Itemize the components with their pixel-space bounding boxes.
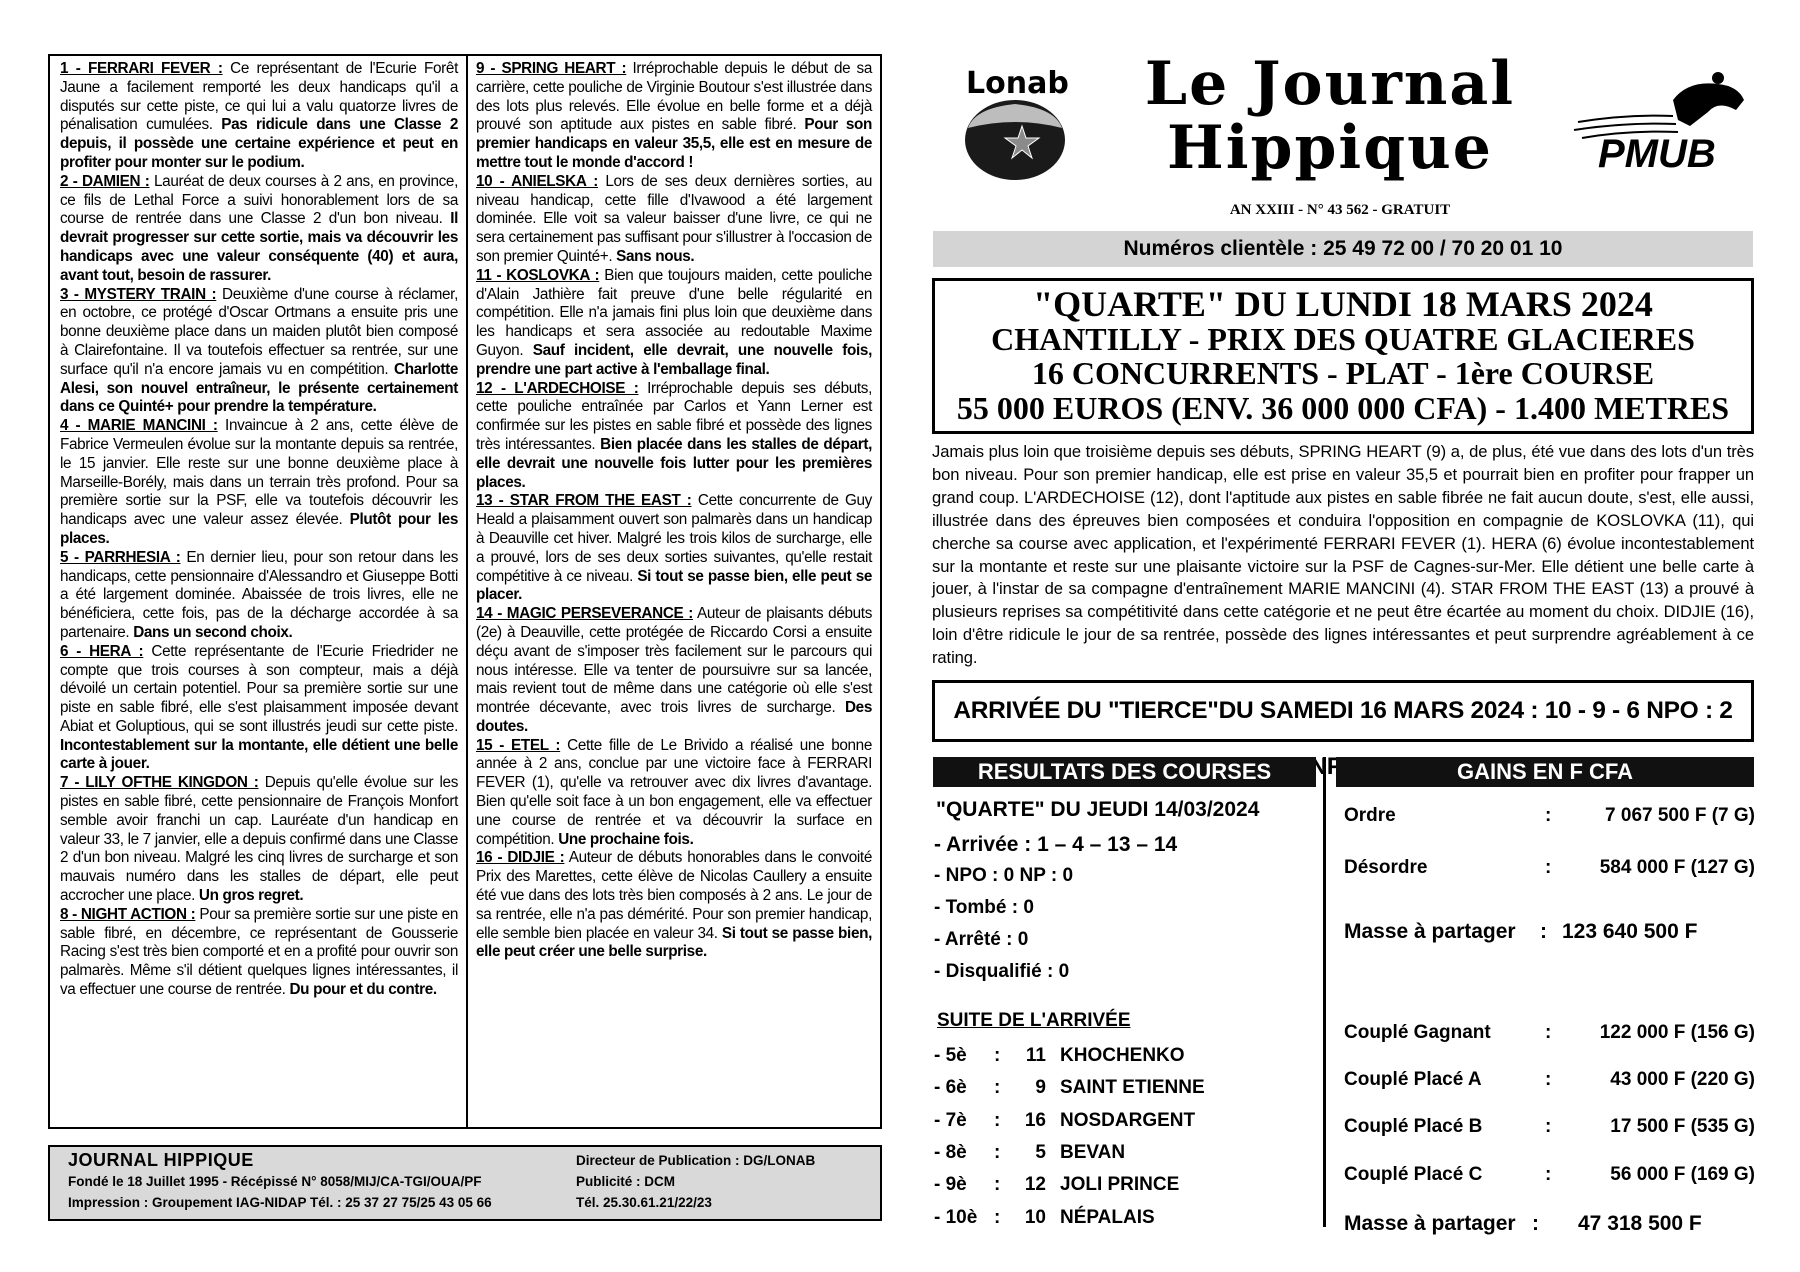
horse-verdict: Du pour et du contre. [289,981,437,999]
horse-verdict: Si tout se passe bien, elle peut se placer. [476,567,873,604]
horse-comment: Pour sa première sortie sur une piste en sable fibré, en décembre, ce représentant de Gousserie Racing s'est très bien comporté et en a profité pour ouvrir son palmarès. Même s'il détient quelques lignes intéressantes, il va effectuer une course de rentrée. [60,905,459,999]
horse-verdict: Charlotte Alesi, son nouvel entraîneur, le présente certainement dans ce Quinté+ pour prendre la température. [60,360,458,416]
horse-paragraph [476,60,872,173]
horse-name: 5 - PARRHESIA : [60,548,181,566]
horse-verdict: Sauf incident, elle devrait, une nouvelle fois, prendre une part active à l'emballage final. [476,341,872,378]
horse-paragraph [476,849,872,962]
results-line-tombe: - Tombé : 0 [934,897,1034,918]
horse-paragraph [60,60,458,173]
horse-comment: Invaincue à 2 ans, cette élève de Fabrice Vermeulen évolue sur la montante depuis sa rentrée, le 15 janvier. Elle reste sur une bonne deuxième place à Marseille-Borély, mais dans un terrain très profond. Pour sa première sortie sur la PSF, elle va toutefois découvrir les handicaps avec une valeur assez élevée. [60,417,459,529]
horse-paragraph [476,737,872,850]
suite-separator: : [994,1141,1001,1163]
results-line-npo: - NPO : 0 NP : 0 [934,865,1074,886]
horse-paragraph [60,906,458,1000]
suite-arrivee-title: SUITE DE L'ARRIVÉE [937,1010,1131,1031]
suite-rank: - 9è [934,1174,967,1196]
gain-label: Couplé Placé C [1344,1164,1483,1185]
horse-verdict: Pour son premier handicaps en valeur 35,5, elle est en mesure de mettre tout le monde d'accord ! [476,116,872,171]
horse-verdict: Incontestablement sur la montante, elle détient une belle carte à jouer. [60,736,458,773]
suite-horse-number: 12 [1024,1174,1046,1196]
horse-column-1 [60,60,458,1000]
horse-comment: Depuis qu'elle évolue sur les pistes en sable fibré, cette pensionnaire de François Monfort semble avoir franchi un cap. Lauréate d'un handicap en valeur 33, le 7 janvier, elle a depuis confirmé dans une Classe 2 d'un bon niveau. Malgré les cinq livres de surcharge et son mauvais numéro dans les stalles de départ, elle peut accrocher une place. [60,774,459,905]
horse-verdict: Une prochaine fois. [558,830,694,848]
gain-value: 584 000 F (127 G) [1599,857,1755,878]
suite-rank: - 10è [934,1206,978,1228]
suite-horse-number: 11 [1025,1045,1046,1066]
gain-label: Couplé Placé A [1344,1069,1482,1090]
horse-paragraph [60,173,458,286]
horse-verdict: Bien placée dans les stalles de départ, elle devrait une nouvelle fois lutter pour les premières places. [476,435,872,491]
horse-name: 8 - NIGHT ACTION : [60,905,196,923]
horse-name: 16 - DIDJIE : [476,849,565,867]
horse-comment: Ce représentant de l'Ecurie Forêt Jaune a facilement remporté les deux handicaps qu'il a disputés sur cette piste, ce qui lui a valu quatorze livres de pénalisation cumulées. [60,60,458,134]
lonab-logo-text: Lonab [966,66,1069,101]
horse-comment: Bien que toujours maiden, cette pouliche d'Alain Jathière fait preuve d'une belle régularité en compétition. Elle n'a jamais fini plus loin que deuxième dans les handicaps et sera associée au redoutable Maxime Guyon. [476,266,872,359]
results-quarte-title: "QUARTE" DU JEUDI 14/03/2024 [936,798,1260,821]
horse-verdict: Il devrait progresser sur cette sortie, mais va découvrir les handicaps avec une valeur conséquente (40) et aura, avant tout, besoin de rassurer. [60,210,458,284]
horse-column-2 [476,60,872,962]
race-title-line-4: 55 000 EUROS (ENV. 36 000 000 CFA) - 1.400 METRES [956,389,1730,426]
footer-box [48,1145,882,1221]
gain-label: Ordre [1344,805,1396,826]
horse-name: 15 - ETEL : [476,736,561,754]
lonab-logo [960,58,1070,183]
horse-name: 7 - LILY OFTHE KINGDON : [60,774,259,792]
horse-paragraph [60,774,458,906]
gain-value: 17 500 F (535 G) [1610,1116,1755,1137]
gain-value: 123 640 500 F [1562,920,1698,943]
suite-separator: : [994,1174,1001,1196]
footer-journal-name: JOURNAL HIPPIQUE [68,1150,254,1170]
suite-separator: : [994,1206,1001,1228]
pmub-logo-text: PMUB [1598,132,1716,176]
gain-label: Couplé Gagnant [1344,1022,1491,1043]
results-heading: RESULTATS DES COURSES [933,757,1316,787]
results-line-arrete: - Arrêté : 0 [934,929,1029,950]
horse-paragraph [60,286,458,418]
suite-horse-number: 16 [1024,1109,1046,1131]
gain-separator: : [1532,1212,1539,1235]
gain-separator: : [1545,1069,1552,1090]
suite-rank: - 5è [934,1045,967,1066]
horse-name: 2 - DAMIEN : [60,172,150,190]
footer-director: Directeur de Publication : DG/LONAB [576,1153,816,1168]
horse-verdict: Pas ridicule dans une Classe 2 depuis, il possède une certaine expérience et peut en profiter pour monter sur le podium. [60,116,458,171]
suite-rank: - 8è [934,1141,967,1163]
gain-value: 47 318 500 F [1578,1212,1702,1235]
race-title-line-3: 16 CONCURRENTS - PLAT - 1ère COURSE [1031,355,1655,391]
gain-value: 7 067 500 F (7 G) [1605,805,1755,826]
gain-value: 56 000 F (169 G) [1610,1164,1755,1185]
horse-comment: Auteur de débuts honorables dans le convoité Prix des Marettes, cette élève de Nicolas Caullery a ensuite été vue dans des lots très bien composés à 2 ans. Le jour de sa rentrée, elle n'a pas démérité. Pour son premier handicap, elle semble bien placée en valeur 34. [476,849,872,942]
footer-printing: Impression : Groupement IAG-NIDAP Tél. : 25 37 27 75/25 43 05 66 [68,1195,492,1210]
suite-rank: - 6è [934,1077,967,1099]
gain-separator: : [1545,1022,1552,1043]
horse-name: 6 - HERA : [60,642,144,660]
horse-name: 13 - STAR FROM THE EAST : [476,492,692,510]
gain-separator: : [1540,920,1547,943]
horse-name: 9 - SPRING HEART : [476,60,627,77]
horse-verdict: Plutôt pour les places. [60,511,458,547]
results-line-arrivee: - Arrivée : 1 – 4 – 13 – 14 [934,833,1178,856]
horse-comment: En dernier lieu, pour son retour dans les handicaps, cette pensionnaire d'Alessandro et Giuseppe Botti a été largement dominée. Abaissée de trois livres, elle ne bénéficiera, cette fois, pas de la décharge accordée à sa partenaire. [60,548,459,641]
gain-separator: : [1545,1164,1552,1185]
horse-paragraph [476,267,872,380]
horse-comment: Irréprochable depuis le début de sa carrière, cette pouliche de Virginie Boutour s'est illustrée dans des lots plus relevés. Elle évolue en belle forme et a déjà prouvé son aptitude aux pistes en sable fibré. [476,60,872,134]
horse-paragraph [60,643,458,775]
horse-comment: Cette concurrente de Guy Heald a plaisamment ouvert son palmarès dans un handicap à Deauville cet hiver. Malgré les trois kilos de surcharge, elle a prouvé, lors de ses deux sorties suivantes, qu'elle restait compétitive à ce niveau. [476,492,872,585]
horse-comment: Cette représentante de l'Ecurie Friedrider ne compte que trois courses à son compteur, mais a déjà dévoilé un certain potentiel. Pour sa première sortie sur une piste en sable fibré, elle s'est plaisamment imposée devant Abiat et Goluptious, qui se sont illustrés jeudi sur cette piste. [60,642,458,735]
gain-separator: : [1545,857,1552,878]
horse-verdict: Dans un second choix. [133,623,293,641]
gain-label: Masse à partager [1344,1212,1516,1235]
gain-label: Désordre [1344,857,1428,878]
gain-label: Couplé Placé B [1344,1116,1483,1137]
issue-number: AN XXIII - N° 43 562 - GRATUIT [1229,202,1451,218]
suite-horse-name: KHOCHENKO [1060,1045,1185,1066]
horse-name: 12 - L'ARDECHOISE : [476,379,639,397]
suite-horse-name: SAINT ETIENNE [1060,1077,1205,1099]
suite-horse-number: 5 [1035,1141,1046,1163]
horse-paragraph [60,417,458,549]
tierce-arrival-box: ARRIVÉE DU "TIERCE"DU SAMEDI 16 MARS 2024 : 10 - 9 - 6 NPO : 2 [932,680,1754,742]
results-divider [1323,757,1326,1227]
suite-horse-name: NOSDARGENT [1060,1109,1196,1131]
horse-verdict: Si tout se passe bien, elle peut créer une belle surprise. [476,924,873,961]
race-title-line-2: CHANTILLY - PRIX DES QUATRE GLACIERES [991,320,1695,357]
suite-horse-number: 9 [1035,1077,1046,1099]
horse-name: 4 - MARIE MANCINI : [60,417,218,435]
horse-comment: Cette fille de Le Brivido a réalisé une bonne année à 2 ans, conclue par une victoire face à FERRARI FEVER (1), qu'elle va retrouver avec dix livres d'avantage. Bien qu'elle soit face à un bon engagement, elle va effectuer une course de rentrée et va découvrir la surface en compétition. [476,736,872,848]
race-title-line-1: "QUARTE" DU LUNDI 18 MARS 2024 [1033,284,1653,324]
race-prognosis-text: Jamais plus loin que troisième depuis ses débuts, SPRING HEART (9) a, de plus, été vue dans des lots d'un très bon niveau. Pour son premier handicap, elle est prise en valeur 35,5 et pourrait bien en profiter pour frapper un grand coup. L'ARDECHOISE (12), dont l'aptitude aux pistes en sable fibrée ne fait aucun doute, s'est, elle aussi, illustrée dans des épreuves bien composées et conduira l'opposition en compagnie de KOSLOVKA (11), qui cherche sa course avec application, et l'expérimenté FERRARI FEVER (1). HERA (6) évolue incontestablement sur la montante et reste sur une plaisante victoire sur la PSF de Cagnes-sur-Mer. Elle détient une belle carte à jouer, à l'instar de sa compagne d'entraînement MARIE MANCINI (4). STAR FROM THE EAST (13) a prouvé à plusieurs reprises sa compétitivité dans cette catégorie et ne peut être écartée au moment du choix. DIDJIE (16), loin d'être ridicule le jour de sa rentrée, possède des lignes intéressantes et peut surprendre agréablement à ce rating. [932,442,1754,668]
title-line-2: Hippique [1167,113,1493,183]
horse-comment: Auteur de plaisants débuts (2e) à Deauville, cette protégée de Riccardo Corsi a ensuite déçu avant de s'imposer très facilement sur le parcours qui nous intéresse. Elle va tenter de poursuivre sur sa lancée, mais revient tout de même dans une catégorie où elle s'est montrée décevante, avec trois livres de surcharge. [476,605,872,717]
suite-horse-number: 10 [1024,1206,1046,1228]
horse-paragraph [60,549,458,643]
suite-horse-name: JOLI PRINCE [1060,1174,1180,1196]
results-line-disqualifie: - Disqualifié : 0 [934,961,1070,982]
footer-phone: Tél. 25.30.61.21/22/23 [576,1195,712,1210]
footer-publicity: Publicité : DCM [576,1174,676,1189]
horse-paragraph [476,173,872,267]
horse-paragraph [476,492,872,605]
gain-separator: : [1545,1116,1552,1137]
suite-separator: : [994,1045,1001,1066]
horse-name: 11 - KOSLOVKA : [476,266,600,284]
suite-separator: : [994,1077,1001,1099]
horse-comment: Lors de ses deux dernières sorties, au niveau handicap, cette fille d'Ivawood a été largement dominée. Elle voit sa valeur baisser d'une livre, ce qui ne sera certainement pas suffisant pour s'illustrer à l'occasion de son premier Quinté+. [476,172,872,265]
newspaper-title [1095,49,1565,183]
horse-comment: Lauréat de deux courses à 2 ans, en province, ce fils de Lethal Force a suivi honorablement lors de sa course de rentrée dans une Classe 2 d'un bon niveau. [60,172,458,228]
race-title-box [932,278,1754,434]
gain-value: 122 000 F (156 G) [1599,1022,1755,1043]
gain-separator: : [1545,805,1552,826]
gains-heading: GAINS EN F CFA [1336,757,1754,787]
horse-name: 1 - FERRARI FEVER : [60,60,223,77]
horse-name: 14 - MAGIC PERSEVERANCE : [476,605,693,623]
pmub-logo [1568,70,1753,180]
horse-paragraph [476,380,872,493]
gain-label: Masse à partager [1344,920,1516,943]
horse-verdict: Des doutes. [476,699,872,735]
horse-paragraph [476,605,872,737]
suite-horse-name: NÉPALAIS [1060,1206,1155,1228]
gain-value: 43 000 F (220 G) [1610,1069,1755,1090]
suite-rank: - 7è [934,1109,967,1131]
horse-name: 3 - MYSTERY TRAIN : [60,285,217,303]
title-line-1: Le Journal [1144,49,1516,119]
suite-separator: : [994,1109,1001,1131]
client-numbers-banner: Numéros clientèle : 25 49 72 00 / 70 20 01 10 [933,231,1753,267]
horse-comment: Irréprochable depuis ses débuts, cette pouliche entraînée par Carlos et Yann Lerner est confirmée sur les pistes en sable fibré et possède des lignes très intéressantes. [476,379,872,453]
horse-comment: Deuxième d'une course à réclamer, en octobre, ce protégé d'Oscar Ortmans a ensuite pris une bonne deuxième place dans un maiden plutôt bien composé à Clairefontaine. Il va toutefois effectuer sa rentrée, sur une surface qu'il n'a encore jamais vu en compétition. [60,285,458,378]
suite-horse-name: BEVAN [1060,1141,1126,1163]
horse-verdict: Sans nous. [616,247,695,265]
horse-verdict: Un gros regret. [198,887,304,905]
footer-founded: Fondé le 18 Juillet 1995 - Récépissé N° 8058/MIJ/CA-TGI/OUA/PF [68,1174,482,1189]
horse-name: 10 - ANIELSKA : [476,172,599,190]
